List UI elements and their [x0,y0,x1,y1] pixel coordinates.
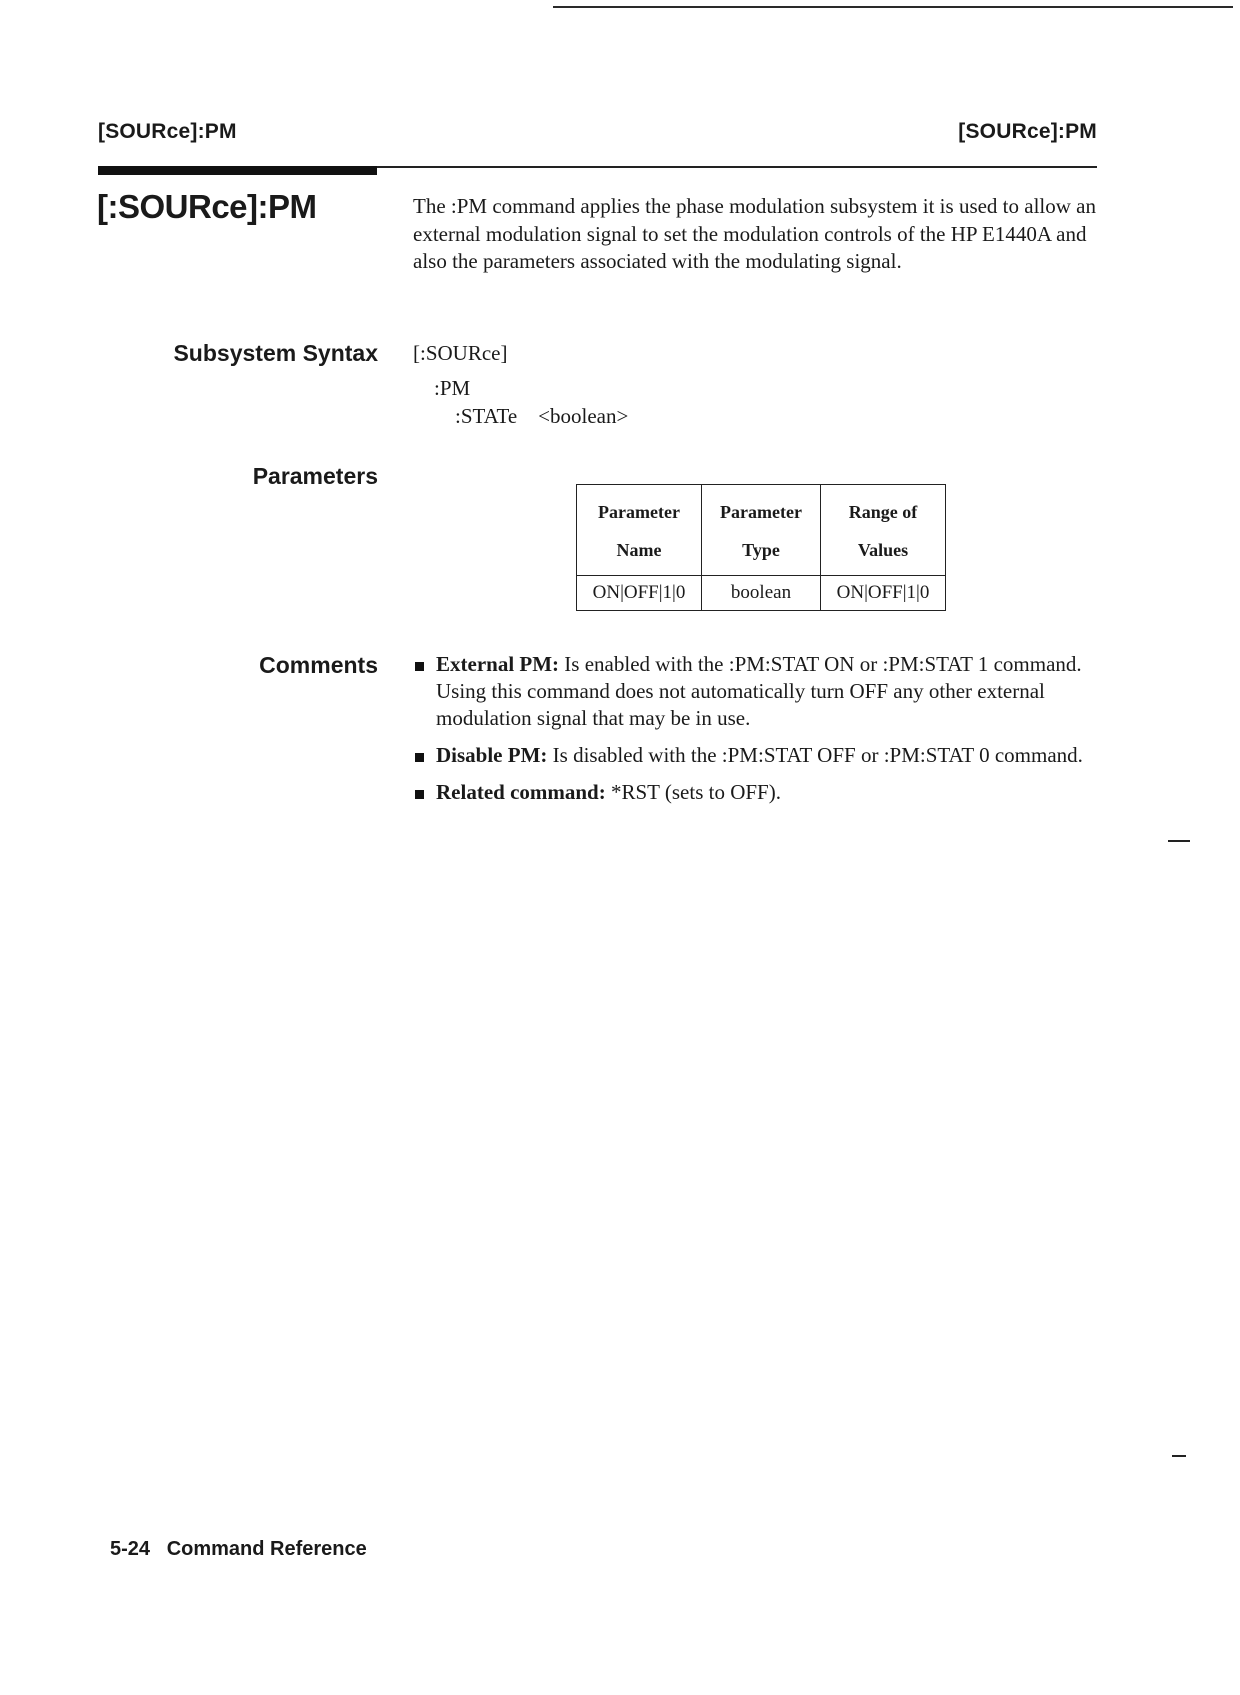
comment-lead: Disable PM: [436,743,548,767]
header-range-of-values [821,485,946,576]
comment-text: *RST (sets to OFF). [605,780,781,804]
intro-paragraph: The :PM command applies the phase modulation subsystem it is used to allow an external modulation signal to set the modulation controls of the HP E1440A and also the parameters associated with the modulating signal. [413,194,1096,273]
square-bullet-icon [415,662,424,671]
header-cell-line: Type [742,540,780,560]
list-item [413,779,1113,806]
cell-parameter-name: ON|OFF|1|0 [577,576,702,611]
cell-range-of-values: ON|OFF|1|0 [821,576,946,611]
comment-lead: Related command: [436,780,606,804]
top-scan-rule [553,6,1233,8]
square-bullet-icon [415,790,424,799]
header-cell-line: Values [857,540,909,560]
table-header-row [577,485,946,576]
syntax-line-pm: :PM [434,376,471,400]
label-subsystem-syntax: Subsystem Syntax [173,340,378,366]
table-row [577,576,946,611]
comments-list [413,651,1113,816]
header-parameter-type [702,485,821,576]
list-item [413,651,1113,732]
header-cell-line: Name [616,540,662,560]
scan-mark [1168,840,1190,842]
header-parameter-name [577,485,702,576]
syntax-line-state: :STATe <boolean> [455,404,629,428]
syntax-line-source: [:SOURce] [413,341,508,365]
header-cell-line: Parameter [720,502,802,522]
label-parameters: Parameters [252,463,378,489]
running-header-right: [SOURce]:PM [958,120,1097,143]
comment-text: Is disabled with the :PM:STAT OFF or :PM:STAT 0 command. [547,743,1083,767]
header-cell-line: Range of [848,502,918,522]
page-footer: 5-24 Command Reference [110,1538,367,1560]
header-cell-line: Parameter [598,502,680,522]
page-title: [:SOURce]:PM [97,188,317,225]
running-header-left: [SOURce]:PM [98,120,237,143]
comment-text: Is enabled with the :PM:STAT ON or :PM:STAT 1 command. Using this command does not automatically turn OFF any other external modulation signal that may be in use. [436,652,1082,730]
square-bullet-icon [415,753,424,762]
scan-mark [1172,1455,1186,1457]
comment-lead: External PM: [436,652,560,676]
parameters-table [576,484,946,611]
label-comments: Comments [259,652,378,678]
cell-parameter-type: boolean [702,576,821,611]
list-item [413,742,1113,769]
section-rule-accent [98,166,377,175]
